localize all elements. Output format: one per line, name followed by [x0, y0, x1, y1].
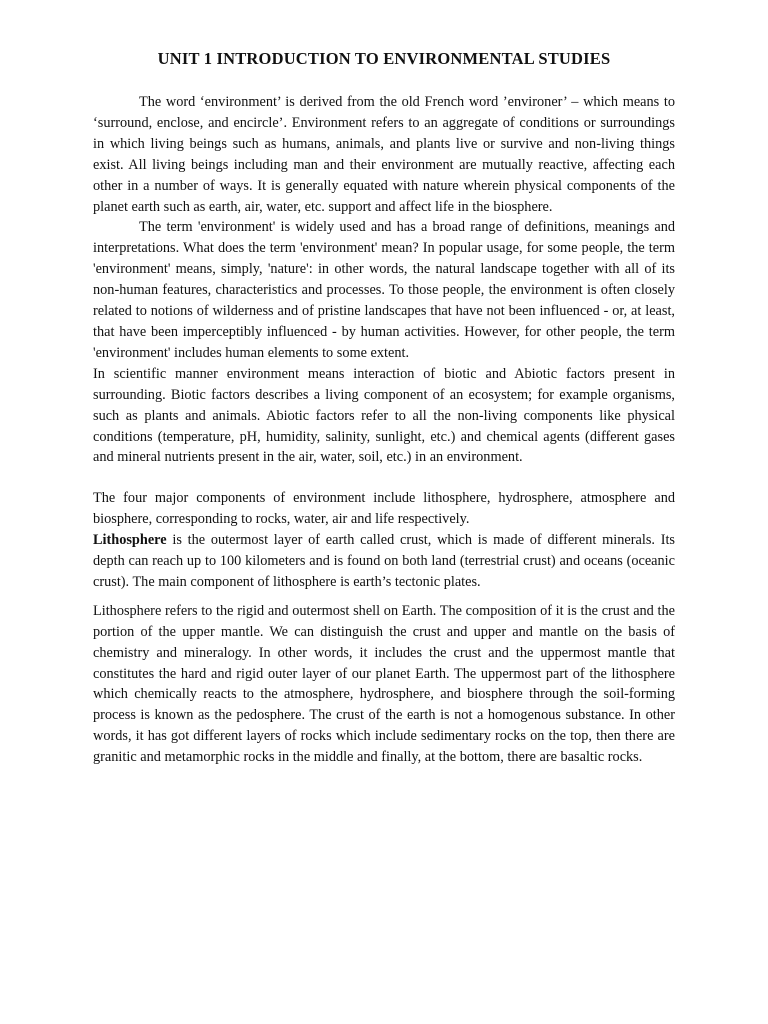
- paragraph-environment-etymology: The word ‘environment’ is derived from the old French word ’environer’ – which means to ‘surround, enclose, and encircle’. Environment refers to an aggregate of conditions or surroundings in which living beings such as humans, animals, and plants live or survive and non-living things exist. All living beings including man and their environment are mutually reactive, affecting each other in a number of ways. It is generally equated with nature wherein physical components of the planet earth such as earth, air, water, etc. support and affect life in the biosphere.: [93, 94, 675, 215]
- document-title: UNIT 1 INTRODUCTION TO ENVIRONMENTAL STUDIES: [157, 49, 611, 68]
- paragraph-lithosphere-definition: [93, 530, 675, 593]
- lithosphere-definition-text: is the outermost layer of earth called crust, which is made of different minerals. Its depth can reach up to 100 kilometers and is found on both land (terrestrial crust) and oceans (oceanic crust). The main component of lithosphere is earth’s tectonic plates.: [93, 532, 675, 590]
- paragraph-lithosphere-details: Lithosphere refers to the rigid and outermost shell on Earth. The composition of it is the crust and the portion of the upper mantle. We can distinguish the crust and upper and mantle on the basis of chemistry and mineralogy. In other words, it includes the crust and the uppermost mantle that constitutes the hard and rigid outer layer of our planet Earth. The uppermost part of the lithosphere which chemically reacts to the atmosphere, hydrosphere, and biosphere through the soil-forming process is known as the pedosphere. The crust of the earth is not a homogenous substance. In other words, it has got different layers of rocks which include sedimentary rocks on the top, then there are granitic and metamorphic rocks in the middle and finally, at the bottom, there are basaltic rocks.: [93, 602, 675, 766]
- paragraph-environment-definitions: The term 'environment' is widely used and has a broad range of definitions, meanings and interpretations. What does the term 'environment' mean? In popular usage, for some people, the term 'environment' means, simply, 'nature': in other words, the natural landscape together with all of its non-human features, characteristics and processes. To those people, the environment is often closely related to notions of wilderness and of pristine landscapes that have not been influenced - or, at least, that have been imperceptibly influenced - by human activities. However, for other people, the term 'environment' includes human elements to some extent.: [93, 219, 675, 361]
- lithosphere-term: Lithosphere: [93, 532, 167, 549]
- document-page: [93, 0, 675, 768]
- paragraph-four-components: The four major components of environment include lithosphere, hydrosphere, atmosphere and biosphere, corresponding to rocks, water, air and life respectively.: [93, 490, 675, 528]
- paragraph-biotic-abiotic: In scientific manner environment means interaction of biotic and Abiotic factors present in surrounding. Biotic factors describes a living component of an ecosystem; for example organisms, such as plants and animals. Abiotic factors refer to all the non-living components like physical conditions (temperature, pH, humidity, salinity, sunlight, etc.) and chemical agents (different gases and mineral nutrients present in the air, water, soil, etc.) in an environment.: [93, 365, 675, 466]
